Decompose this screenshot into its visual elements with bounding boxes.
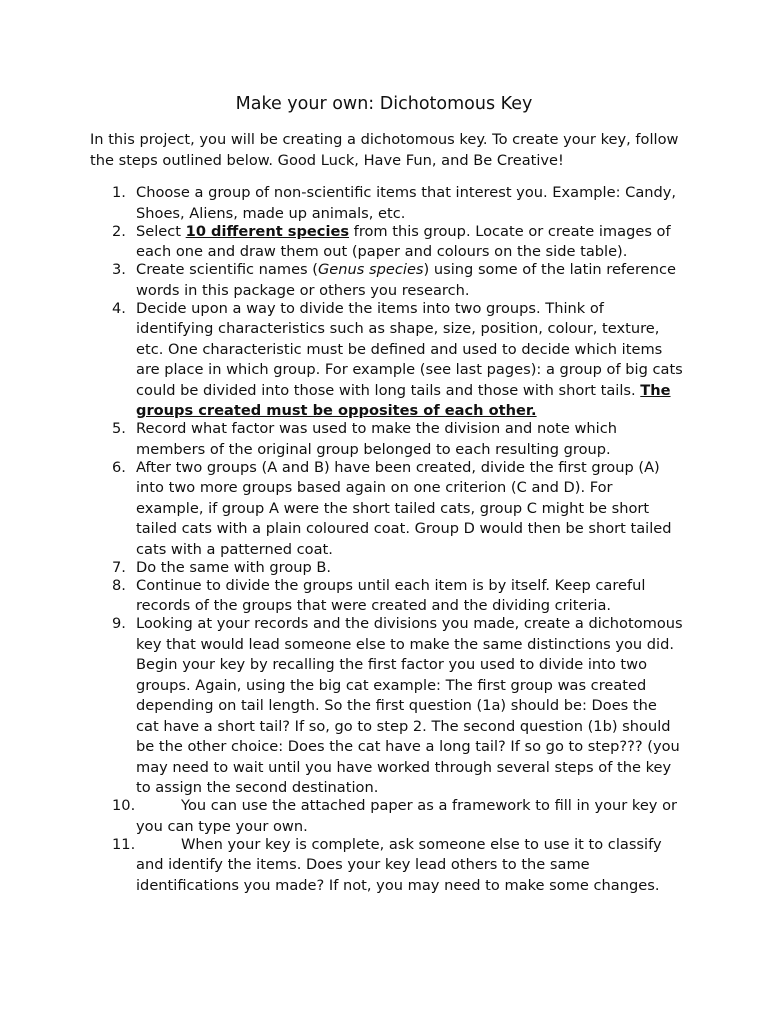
step-number: 3. — [112, 261, 126, 278]
list-item — [0, 299, 684, 422]
step-text-post: from this group. Locate or create images of each one and draw them out (paper and colours on the side table). — [136, 222, 671, 260]
step-number: 9. — [112, 615, 126, 632]
step-number: 1. — [112, 184, 126, 201]
list-item — [0, 183, 684, 224]
step-italic: Genus species — [318, 261, 424, 278]
list-item — [0, 614, 684, 799]
list-item — [0, 222, 684, 263]
list-item — [0, 419, 684, 460]
step-number: 4. — [112, 299, 126, 317]
step-text: Record what factor was used to make the division and note which members of the original group belonged to each resulting group. — [136, 420, 617, 458]
step-number: 8. — [112, 576, 126, 594]
list-item — [0, 458, 684, 561]
list-item — [0, 576, 684, 617]
step-number: 7. — [112, 558, 126, 576]
step-number: 10. — [112, 797, 136, 814]
page-title: Make your own: Dichotomous Key — [235, 94, 533, 114]
step-text: After two groups (A and B) have been created, divide the first group (A) into two more groups based again on one criterion (C and D). For example, if group A were the short tailed cats, group C might be short tailed cats with a plain coloured coat. Group D would then be short tailed cats with a patterned coat. — [136, 458, 672, 558]
step-number: 6. — [112, 458, 126, 476]
list-item — [0, 835, 684, 897]
steps-list — [0, 183, 768, 894]
step-number: 2. — [112, 222, 126, 240]
step-text: You can use the attached paper as a framework to fill in your key or you can type your own. — [136, 797, 678, 835]
step-text: Continue to divide the groups until each item is by itself. Keep careful records of the groups that were created and the dividing criteria. — [136, 576, 646, 614]
list-item — [0, 260, 684, 301]
list-item — [0, 796, 684, 837]
step-text: Do the same with group B. — [136, 558, 332, 576]
step-text-pre: Decide upon a way to divide the items into two groups. Think of identifying characteristics such as shape, size, position, colour, texture, etc. One characteristic must be defined and used to decide which items are place in which group. For example (see last pages): a group of big cats could be divided into those with long tails and those with short tails. — [136, 299, 683, 399]
step-text-post: ) using some of the latin reference words in this package or others you research. — [136, 261, 676, 299]
step-number: 5. — [112, 420, 126, 437]
step-emphasis: 10 different species — [185, 222, 350, 240]
step-text-pre: Create scientific names ( — [136, 261, 318, 278]
step-emphasis: The groups created must be opposites of each other. — [136, 381, 671, 419]
intro-paragraph: In this project, you will be creating a dichotomous key. To create your key, follow the steps outlined below. Good Luck, Have Fun, and Be Creative! — [90, 131, 679, 169]
step-text: Looking at your records and the divisions you made, create a dichotomous key that would lead someone else to make the same distinctions you did. Begin your key by recalling the first factor you used to divide into two groups. Again, using the big cat example: The first group was created depending on tail length. So the first question (1a) should be: Does the cat have a short tail? If so, go to step 2. The second question (1b) should be the other choice: Does the cat have a long tail? If so go to step??? (you may need to wait until you have worked through several steps of the key to assign the second destination. — [136, 615, 683, 796]
step-number: 11. — [112, 835, 136, 853]
step-text: When your key is complete, ask someone else to use it to classify and identify the items. Does your key lead others to the same identifications you made? If not, you may need to make some changes. — [136, 835, 662, 894]
step-text-pre: Select — [136, 222, 186, 240]
step-text: Choose a group of non-scientific items that interest you. Example: Candy, Shoes, Aliens, made up animals, etc. — [136, 184, 677, 222]
